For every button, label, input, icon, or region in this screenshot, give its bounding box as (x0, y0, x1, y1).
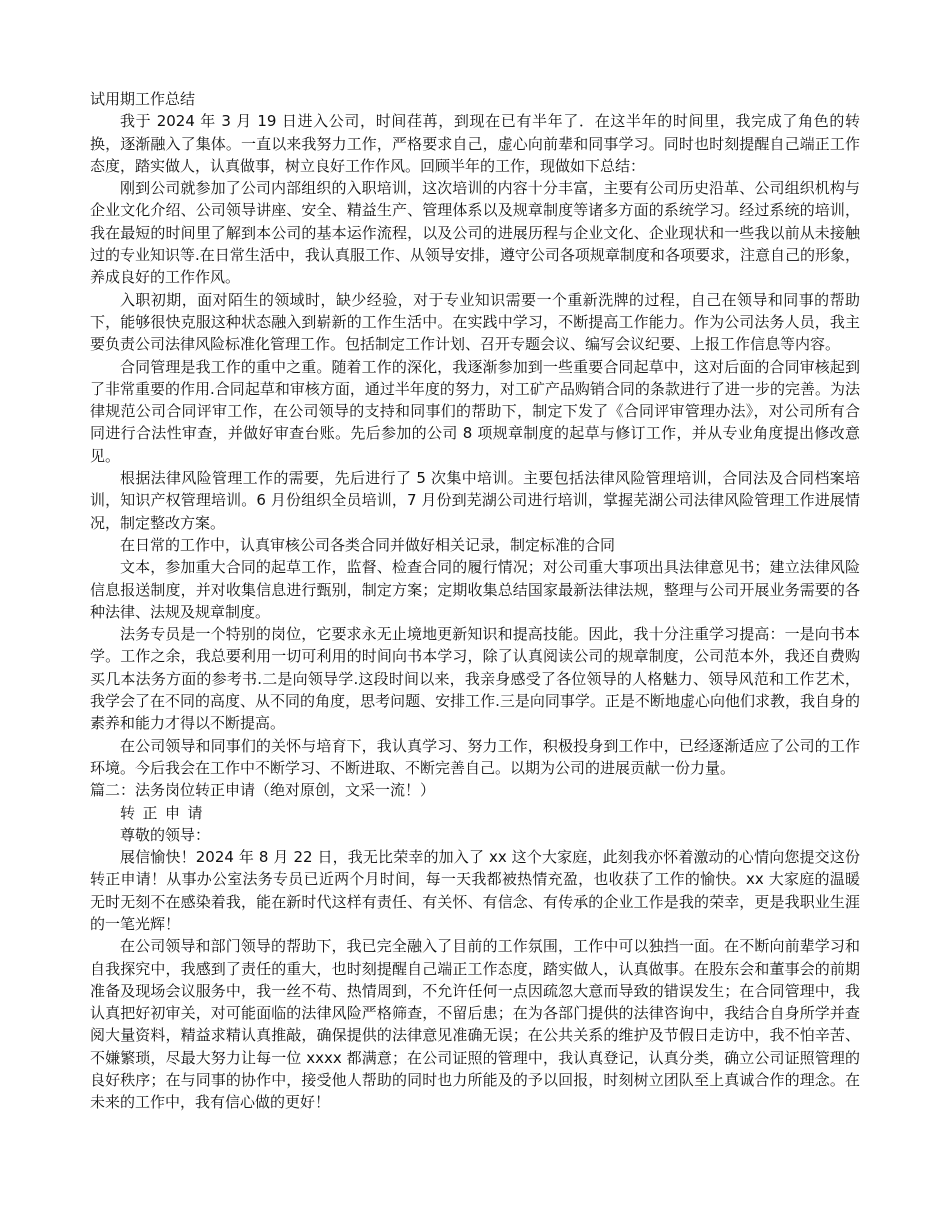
paragraph: 在公司领导和部门领导的帮助下，我已完全融入了目前的工作氛围，工作中可以独挡一面。在不断向前辈学习和自我探究中，我感到了责任的重大，也时刻提醒自己端正工作态度，踏实做人，认真做事。在股东会和董事会的前期准备及现场会议服务中，我一丝不苟、热情周到，不允许任何一点因疏忽大意而导致的错误发生；在合同管理中，我认真把好初审关，对可能面临的法律风险严格筛查，不留后患；在为各部门提供的法律咨询中，我结合自身所学并查阅大量资料，精益求精认真推敲，确保提供的法律意见准确无误；在公共关系的维护及节假日走访中，我不怕辛苦、不嫌繁琐，尽最大努力让每一位 xxxx 都满意；在公司证照的管理中，我认真登记，认真分类，确立公司证照管理的良好秩序；在与同事的协作中，接受他人帮助的同时也力所能及的予以回报，时刻树立团队至上真诚合作的理念。在未来的工作中，我有信心做的更好！ (90, 937, 860, 1112)
paragraph: 在日常的工作中，认真审核公司各类合同并做好相关记录，制定标准的合同 (120, 535, 616, 554)
section-heading: 转正申请 (120, 803, 211, 822)
paragraph: 在公司领导和同事们的关怀与培育下，我认真学习、努力工作，积极投身到工作中，已经逐渐适应了公司的工作环境。今后我会在工作中不断学习、不断进取、不断完善自己。以期为公司的进展贡献一份力量。 (90, 736, 860, 777)
paragraph: 展信愉快！2024 年 8 月 22 日，我无比荣幸的加入了 xx 这个大家庭，此刻我亦怀着激动的心情向您提交这份转正申请！从事办公室法务专员已近两个月时间，每一天我都被热情充盈，也收获了工作的愉快。xx 大家庭的温暖无时无刻不在感染着我，能在新时代这样有责任、有关怀、有信念、有传承的企业工作是我的荣幸，更是我职业生涯的一笔光辉！ (90, 848, 860, 933)
greeting: 尊敬的领导： (120, 825, 211, 844)
paragraph: 刚到公司就参加了公司内部组织的入职培训，这次培训的内容十分丰富，主要有公司历史沿革、公司组织机构与企业文化介绍、公司领导讲座、安全、精益生产、管理体系以及规章制度等诸多方面的系统学习。经过系统的培训，我在最短的时间里了解到本公司的基本运作流程，以及公司的进展历程与企业文化、企业现状和一些我以前从未接触过的专业知识等.在日常生活中，我认真服工作、从领导安排，遵守公司各项规章制度和各项要求，注意自己的形象，养成良好的工作作风。 (90, 179, 860, 287)
paragraph: 我于 2024 年 3 月 19 日进入公司，时间荏苒，到现在已有半年了．在这半年的时间里，我完成了角色的转换，逐渐融入了集体。一直以来我努力工作，严格要求自己，虚心向前辈和同事学习。同时也时刻提醒自己端正工作态度，踏实做人，认真做事，树立良好工作作风。回顾半年的工作，现做如下总结： (90, 112, 860, 175)
paragraph: 根据法律风险管理工作的需要，先后进行了 5 次集中培训。主要包括法律风险管理培训，合同法及合同档案培训，知识产权管理培训。6 月份组织全员培训，7 月份到芜湖公司进行培训，掌握芜湖公司法律风险管理工作进展情况，制定整改方案。 (90, 469, 860, 532)
paragraph: 合同管理是我工作的重中之重。随着工作的深化，我逐渐参加到一些重要合同起草中，这对后面的合同审核起到了非常重要的作用.合同起草和审核方面，通过半年度的努力，对工矿产品购销合同的条款进行了进一步的完善。为法律规范公司合同评审工作，在公司领导的支持和同事们的帮助下，制定下发了《合同评审管理办法》，对公司所有合同进行合法性审查，并做好审查台账。先后参加的公司 8 项规章制度的起草与修订工作，并从专业角度提出修改意见。 (90, 357, 860, 465)
document-title: 试用期工作总结 (90, 90, 196, 108)
paragraph: 文本，参加重大合同的起草工作，监督、检查合同的履行情况；对公司重大事项出具法律意见书；建立法律风险信息报送制度，并对收集信息进行甄别，制定方案；定期收集总结国家最新法律法规，整理与公司开展业务需要的各种法律、法规及规章制度。 (90, 558, 860, 621)
section-title: 篇二：法务岗位转正申请（绝对原创，文采一流！） (90, 781, 436, 800)
paragraph: 入职初期，面对陌生的领域时，缺少经验，对于专业知识需要一个重新洗牌的过程，自己在领导和同事的帮助下，能够很快克服这种状态融入到崭新的工作生活中。在实践中学习，不断提高工作能力。作为公司法务人员，我主要负责公司法律风险标准化管理工作。包括制定工作计划、召开专题会议、编写会议纪要、上报工作信息等内容。 (90, 290, 860, 354)
paragraph: 法务专员是一个特别的岗位，它要求永无止境地更新知识和提高技能。因此，我十分注重学习提高：一是向书本学。工作之余，我总要利用一切可利用的时间向书本学习，除了认真阅读公司的规章制度，公司范本外，我还自费购买几本法务方面的参考书.二是向领导学.这段时间以来，我亲身感受了各位领导的人格魅力、领导风范和工作艺术，我学会了在不同的高度、从不同的角度，思考问题、安排工作.三是向同事学。正是不断地虚心向他们求教，我自身的素养和能力才得以不断提高。 (90, 625, 860, 733)
document-body (90, 88, 860, 1114)
